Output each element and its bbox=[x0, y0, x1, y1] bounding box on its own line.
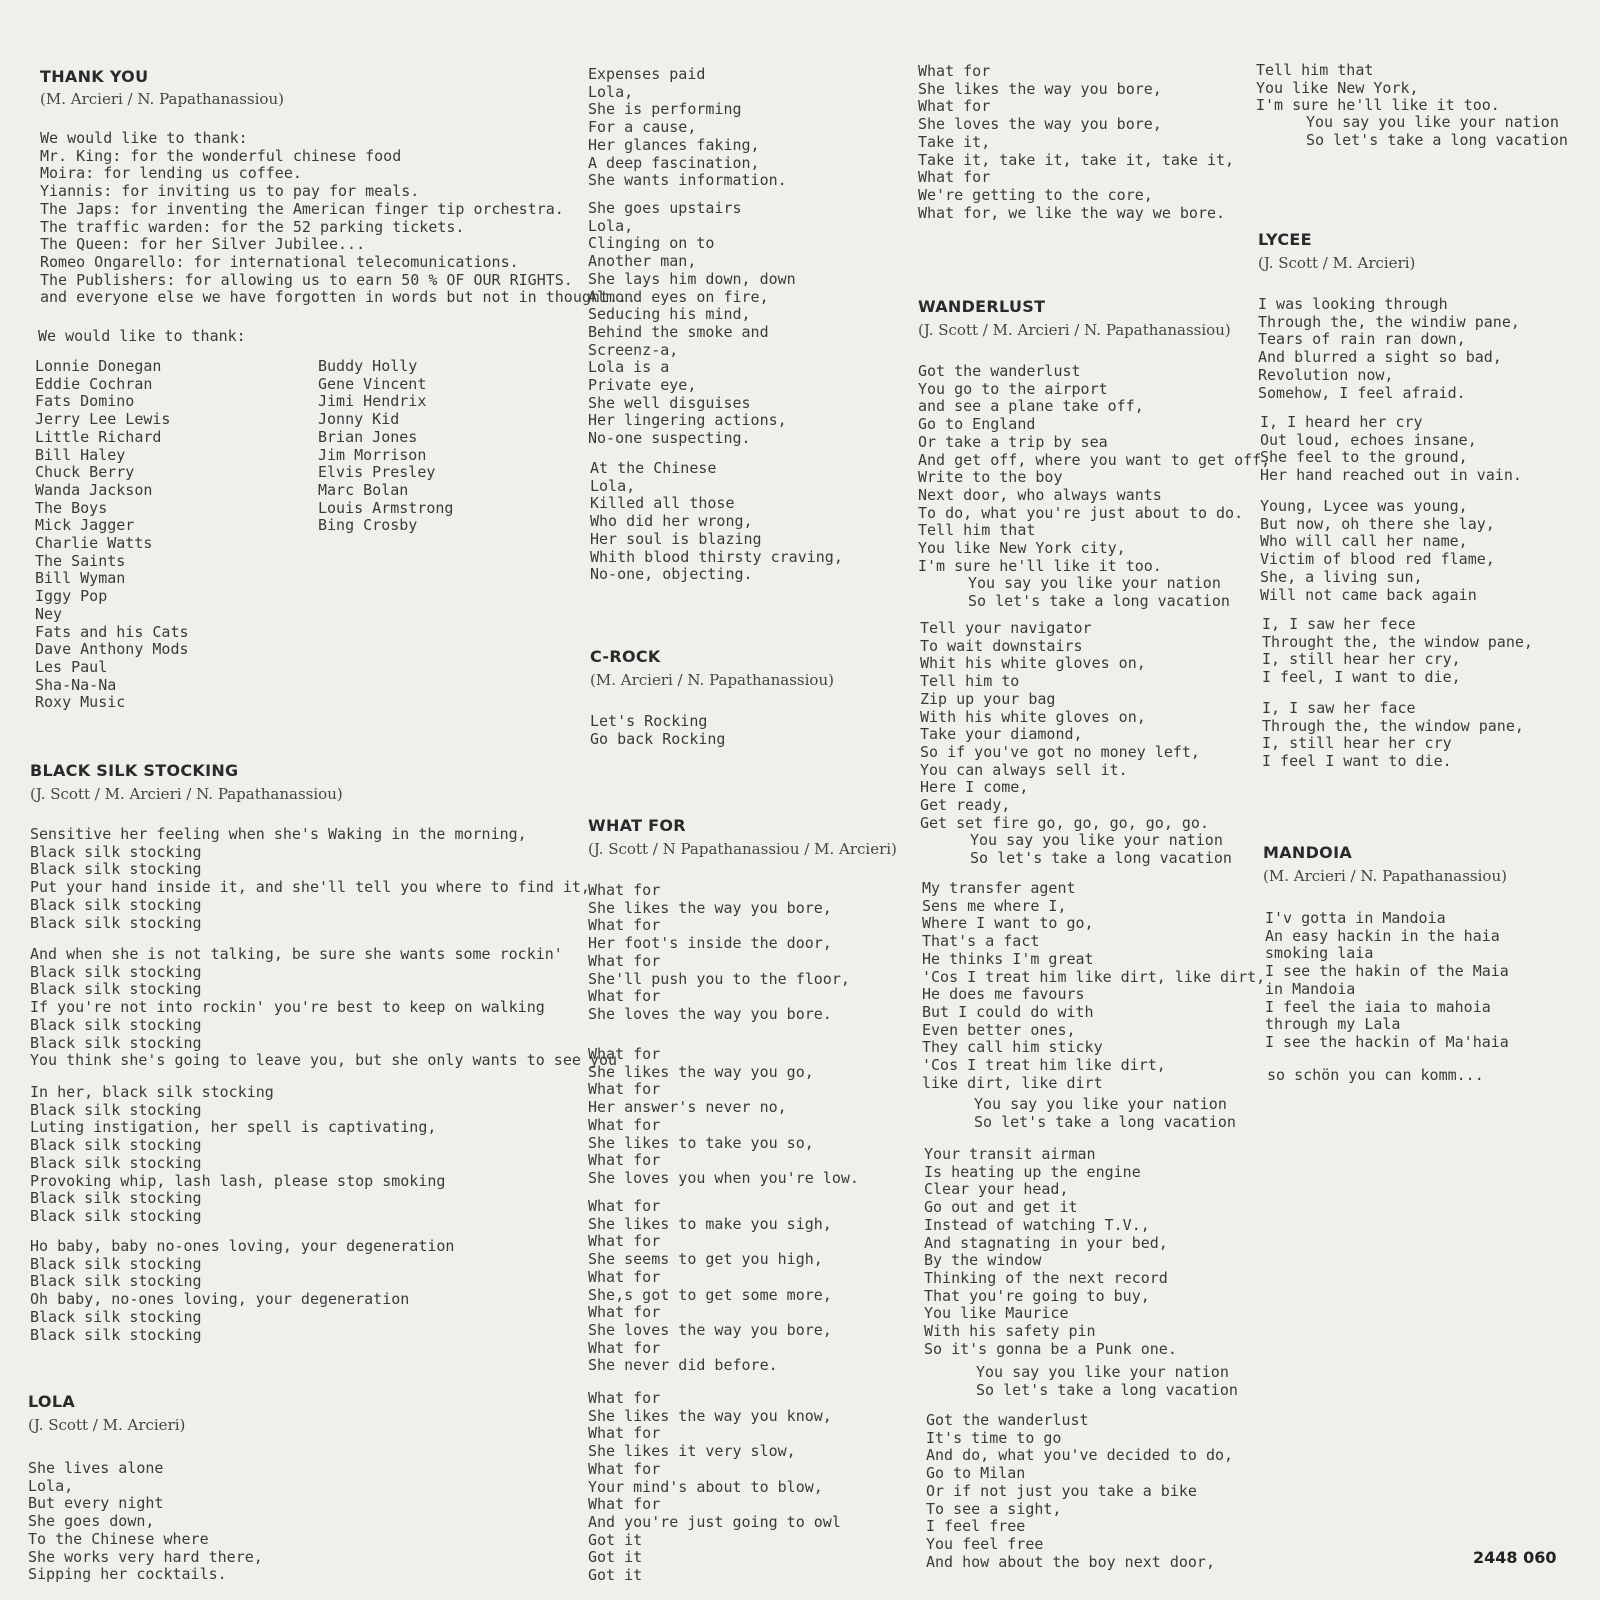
what-for-credit: (J. Scott / N Papathanassiou / M. Arcieri) bbox=[588, 840, 897, 858]
lyrics-stanza: She goes upstairs Lola, Clinging on to Another man, She lays him down, down Almond eyes on fire, Seducing his mind, Behind the smoke and Screenz-a, Lola is a Private eye, She well disguises Her lingering actions, No-one suspecting. bbox=[588, 199, 796, 448]
lyrics-stanza: I, I saw her fece Throught the, the window pane, I, still hear her cry, I feel, I want to die, bbox=[1262, 615, 1533, 687]
thank-you-intro-2: We would like to thank: bbox=[38, 327, 246, 345]
lyrics-stanza: What for She likes the way you go, What for Her answer's never no, What for She likes to take you so, What for She loves you when you're low. bbox=[588, 1045, 859, 1187]
lyrics-stanza: I was looking through Through the, the windiw pane, Tears of rain ran down, And blurred a sight so bad, Revolution now, Somehow, I feel afraid. bbox=[1258, 295, 1520, 402]
black-silk-stocking-credit: (J. Scott / M. Arcieri / N. Papathanassiou) bbox=[30, 785, 343, 803]
lyrics-stanza: Ho baby, baby no-ones loving, your degeneration Black silk stocking Black silk stocking Oh baby, no-ones loving, your degeneration Black silk stocking Black silk stocking bbox=[30, 1237, 455, 1344]
lyrics-stanza: Your transit airman Is heating up the engine Clear your head, Go out and get it Instead of watching T.V., And stagnating in your bed, By the window Thinking of the next record That you're going to buy, You like Maurice With his safety pin So it's gonna be a Punk one. bbox=[924, 1145, 1177, 1358]
lyrics-stanza: What for She likes to make you sigh, What for She seems to get you high, What for She,s got to get some more, What for She loves the way you bore, What for She never did before. bbox=[588, 1197, 832, 1375]
thank-you-title: THANK YOU bbox=[40, 67, 149, 86]
lycee-credit: (J. Scott / M. Arcieri) bbox=[1258, 254, 1416, 272]
lyrics-stanza: She lives alone Lola, But every night She goes down, To the Chinese where She works very hard there, Sipping her cocktails. bbox=[28, 1459, 263, 1584]
lyrics-stanza: Expenses paid Lola, She is performing For a cause, Her glances faking, A deep fascination, She wants information. bbox=[588, 65, 787, 190]
wanderlust-title: WANDERLUST bbox=[918, 297, 1046, 316]
lyrics-stanza: Tell your navigator To wait downstairs Whit his white gloves on, Tell him to Zip up your bag With his white gloves on, Take your diamond, So if you've got no money left, You can always sell it. Here I come, Get ready, Get set fire go, go, go, go, go. bbox=[920, 619, 1209, 832]
lyrics-stanza: Tell him that You like New York, I'm sure he'll like it too. bbox=[1256, 61, 1500, 115]
lyrics-stanza: Got the wanderlust It's time to go And do, what you've decided to do, Go to Milan Or if not just you take a bike To see a sight, I feel free You feel free And how about the boy next door, bbox=[926, 1411, 1234, 1571]
c-rock-credit: (M. Arcieri / N. Papathanassiou) bbox=[590, 671, 834, 689]
black-silk-stocking-title: BLACK SILK STOCKING bbox=[30, 761, 239, 780]
lyrics-refrain: You say you like your nation So let's take a long vacation bbox=[976, 1363, 1238, 1399]
lyrics-refrain: You say you like your nation So let's take a long vacation bbox=[970, 831, 1232, 867]
lyrics-refrain: You say you like your nation So let's take a long vacation bbox=[968, 574, 1230, 610]
lyrics-stanza: What for She likes the way you bore, What for Her foot's inside the door, What for She'll push you to the floor, What for She loves the way you bore. bbox=[588, 881, 850, 1023]
lyrics-refrain: You say you like your nation So let's take a long vacation bbox=[1306, 113, 1568, 149]
lyrics-stanza: Let's Rocking Go back Rocking bbox=[590, 712, 726, 748]
thank-you-text: We would like to thank: Mr. King: for the wonderful chinese food Moira: for lending us coffee. Yiannis: for inviting us to pay for meals. The Japs: for inventing the American finger tip orchestra. The traffic warden: for the 52 parking tickets. The Queen: for her Silver Jubilee... Romeo Ongarello: for international telecomunications. The Publishers: for allowing us to earn 50 % OF OUR RIGHTS. and everyone else we have forgotten in words but not in thought... bbox=[40, 129, 637, 307]
lyrics-stanza: And when she is not talking, be sure she wants some rockin' Black silk stocking Black silk stocking If you're not into rockin' you're best to keep on walking Black silk stocking Black silk stocking You think she's going to leave you, but she only wants to see you bbox=[30, 945, 617, 1070]
lyrics-stanza: What for She likes the way you know, What for She likes it very slow, What for Your mind's about to blow, What for And you're just going to owl Got it Got it Got it bbox=[588, 1389, 841, 1585]
thanks-names-right: Buddy Holly Gene Vincent Jimi Hendrix Jonny Kid Brian Jones Jim Morrison Elvis Presley Marc Bolan Louis Armstrong Bing Crosby bbox=[318, 357, 454, 535]
lola-title: LOLA bbox=[28, 1392, 76, 1411]
lyrics-stanza: Young, Lycee was young, But now, oh there she lay, Who will call her name, Victim of blood red flame, She, a living sun, Will not came back again bbox=[1260, 497, 1495, 604]
lyrics-stanza: Got the wanderlust You go to the airport and see a plane take off, Go to England Or take a trip by sea And get off, where you want to get off, Write to the boy Next door, who always wants To do, what you're just about to do. Tell him that You like New York city, I'm sure he'll like it too. bbox=[918, 362, 1271, 575]
thank-you-credit: (M. Arcieri / N. Papathanassiou) bbox=[40, 90, 284, 108]
mandoia-credit: (M. Arcieri / N. Papathanassiou) bbox=[1263, 867, 1507, 885]
lyrics-stanza: I, I heard her cry Out loud, echoes insane, She feel to the ground, Her hand reached out in vain. bbox=[1260, 413, 1522, 485]
lyrics-stanza: I, I saw her face Through the, the window pane, I, still hear her cry I feel I want to die. bbox=[1262, 699, 1524, 771]
lyrics-stanza: At the Chinese Lola, Killed all those Who did her wrong, Her soul is blazing Whith blood thirsty craving, No-one, objecting. bbox=[590, 459, 843, 584]
wanderlust-credit: (J. Scott / M. Arcieri / N. Papathanassiou) bbox=[918, 321, 1231, 339]
what-for-title: WHAT FOR bbox=[588, 816, 686, 835]
lyrics-stanza: I'v gotta in Mandoia An easy hackin in the haia smoking laia I see the hakin of the Maia in Mandoia I feel the iaia to mahoia through my Lala I see the hackin of Ma'haia bbox=[1265, 909, 1509, 1051]
lycee-title: LYCEE bbox=[1258, 230, 1312, 249]
thanks-names-left: Lonnie Donegan Eddie Cochran Fats Domino Jerry Lee Lewis Little Richard Bill Haley Chuck Berry Wanda Jackson The Boys Mick Jagger Charlie Watts The Saints Bill Wyman Iggy Pop Ney Fats and his Cats Dave Anthony Mods Les Paul Sha-Na-Na Roxy Music bbox=[35, 357, 189, 712]
lyrics-stanza: My transfer agent Sens me where I, Where I want to go, That's a fact He thinks I'm great 'Cos I treat him like dirt, like dirt, He does me favours But I could do with Even better ones, They call him sticky 'Cos I treat him like dirt, like dirt, like dirt bbox=[922, 879, 1266, 1092]
lyrics-stanza: so schön you can komm... bbox=[1267, 1066, 1484, 1084]
lyrics-stanza: What for She likes the way you bore, What for She loves the way you bore, Take it, Take it, take it, take it, take it, What for We're getting to the core, What for, we like the way we bore. bbox=[918, 62, 1235, 222]
lyrics-stanza: Sensitive her feeling when she's Waking in the morning, Black silk stocking Black silk stocking Put your hand inside it, and she'll tell you where to find it, Black silk stocking Black silk stocking bbox=[30, 825, 590, 932]
lyrics-refrain: You say you like your nation So let's take a long vacation bbox=[974, 1095, 1236, 1131]
catalog-number: 2448 060 bbox=[1473, 1548, 1557, 1567]
c-rock-title: C-ROCK bbox=[590, 647, 661, 666]
mandoia-title: MANDOIA bbox=[1263, 843, 1353, 862]
lyrics-stanza: In her, black silk stocking Black silk stocking Luting instigation, her spell is captivating, Black silk stocking Black silk stocking Provoking whip, lash lash, please stop smoking Black silk stocking Black silk stocking bbox=[30, 1083, 446, 1225]
lola-credit: (J. Scott / M. Arcieri) bbox=[28, 1416, 186, 1434]
